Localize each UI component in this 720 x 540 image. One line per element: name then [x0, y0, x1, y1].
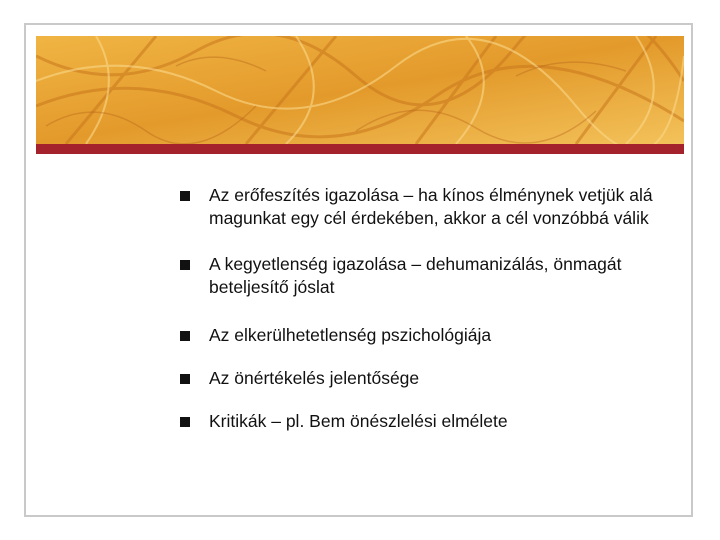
square-bullet-icon — [180, 260, 190, 270]
square-bullet-icon — [180, 191, 190, 201]
bullet-text: Az elkerülhetetlenség pszichológiája — [209, 325, 492, 345]
bullet-text: Az erőfeszítés igazolása – ha kínos élménynek vetjük alá magunkat egy cél érdekében, akkor a cél vonzóbbá válik — [209, 185, 653, 228]
bullet-item — [180, 324, 660, 347]
textured-gold-banner — [36, 36, 684, 144]
bullet-list — [180, 184, 660, 433]
header-divider — [36, 144, 684, 154]
bullet-text: A kegyetlenség igazolása – dehumanizálás, önmagát beteljesítő jóslat — [209, 254, 622, 297]
square-bullet-icon — [180, 417, 190, 427]
bullet-item — [180, 184, 660, 229]
header-banner-image — [36, 36, 684, 144]
bullet-item — [180, 253, 660, 298]
square-bullet-icon — [180, 331, 190, 341]
square-bullet-icon — [180, 374, 190, 384]
bullet-text: Az önértékelés jelentősége — [209, 367, 420, 388]
bullet-item — [180, 367, 660, 390]
bullet-text: Kritikák – pl. Bem önészlelési elmélete — [209, 411, 508, 431]
bullet-item — [180, 410, 660, 433]
